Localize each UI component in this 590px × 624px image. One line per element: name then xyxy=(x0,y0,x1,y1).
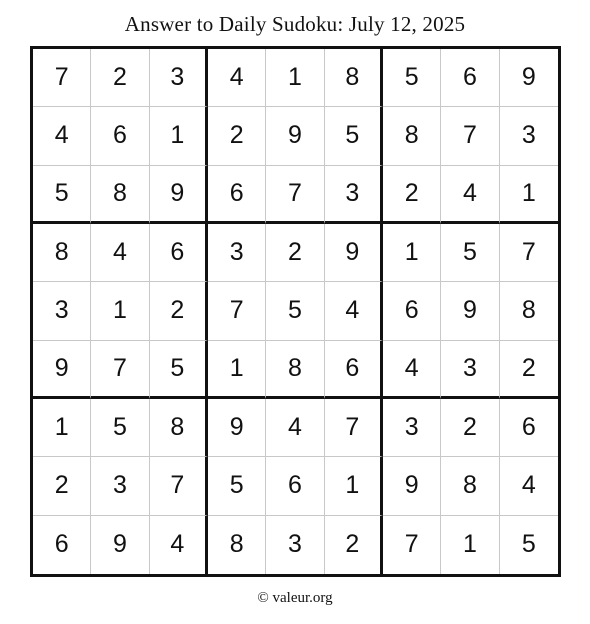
sudoku-cell: 1 xyxy=(383,224,441,282)
sudoku-cell: 3 xyxy=(266,516,324,574)
sudoku-cell: 6 xyxy=(91,107,149,165)
sudoku-cell: 6 xyxy=(383,282,441,340)
sudoku-cell: 1 xyxy=(150,107,208,165)
sudoku-cell: 3 xyxy=(208,224,266,282)
sudoku-cell: 3 xyxy=(150,49,208,107)
sudoku-cell: 1 xyxy=(91,282,149,340)
sudoku-cell: 1 xyxy=(266,49,324,107)
sudoku-cell: 8 xyxy=(150,399,208,457)
sudoku-cell: 6 xyxy=(441,49,499,107)
sudoku-cell: 5 xyxy=(441,224,499,282)
sudoku-cell: 5 xyxy=(521,530,536,559)
sudoku-cell: 3 xyxy=(33,282,91,340)
sudoku-cell: 7 xyxy=(500,224,558,282)
sudoku-cell: 9 xyxy=(325,224,383,282)
sudoku-cell: 9 xyxy=(150,166,208,224)
sudoku-cell: 9 xyxy=(266,107,324,165)
sudoku-cell: 9 xyxy=(441,282,499,340)
sudoku-cell: 2 xyxy=(383,166,441,224)
sudoku-cell: 1 xyxy=(441,516,499,574)
sudoku-cell: 5 xyxy=(33,166,91,224)
sudoku-cell: 8 xyxy=(383,107,441,165)
sudoku-cell: 3 xyxy=(441,341,499,399)
sudoku-cell: 2 xyxy=(91,49,149,107)
sudoku-cell: 6 xyxy=(500,399,558,457)
sudoku-cell: 4 xyxy=(208,49,266,107)
sudoku-cell: 3 xyxy=(325,166,383,224)
sudoku-cell: 2 xyxy=(150,282,208,340)
sudoku-cell: 7 xyxy=(383,516,441,574)
sudoku-cell: 2 xyxy=(441,399,499,457)
sudoku-cell: 9 xyxy=(500,49,558,107)
sudoku-cell: 6 xyxy=(150,224,208,282)
sudoku-cell: 6 xyxy=(33,516,91,574)
sudoku-cell: 5 xyxy=(150,341,208,399)
sudoku-cell: 2 xyxy=(325,516,383,574)
sudoku-cell: 1 xyxy=(33,399,91,457)
sudoku-cell: 6 xyxy=(325,341,383,399)
sudoku-board xyxy=(30,46,561,577)
sudoku-cell: 7 xyxy=(33,49,91,107)
sudoku-cell: 3 xyxy=(91,457,149,515)
sudoku-cell: 8 xyxy=(33,224,91,282)
sudoku-cell: 7 xyxy=(150,457,208,515)
sudoku-cell: 4 xyxy=(441,166,499,224)
sudoku-cell: 3 xyxy=(383,399,441,457)
sudoku-cell: 5 xyxy=(91,399,149,457)
page-title: Answer to Daily Sudoku: July 12, 2025 xyxy=(124,12,466,36)
sudoku-cell: 9 xyxy=(383,457,441,515)
sudoku-cell: 6 xyxy=(208,166,266,224)
sudoku-cell: 8 xyxy=(325,49,383,107)
sudoku-cell: 1 xyxy=(500,166,558,224)
sudoku-cell: 5 xyxy=(266,282,324,340)
sudoku-cell: 8 xyxy=(266,341,324,399)
sudoku-cell: 5 xyxy=(325,107,383,165)
sudoku-cell: 2 xyxy=(500,341,558,399)
sudoku-cell: 3 xyxy=(500,107,558,165)
sudoku-cell: 4 xyxy=(266,399,324,457)
sudoku-cell: 1 xyxy=(208,341,266,399)
sudoku-cell: 5 xyxy=(383,49,441,107)
sudoku-cell: 7 xyxy=(325,399,383,457)
sudoku-cell: 7 xyxy=(266,166,324,224)
sudoku-cell: 8 xyxy=(500,282,558,340)
sudoku-cell: 4 xyxy=(150,516,208,574)
copyright-footer: © valeur.org xyxy=(257,590,333,606)
sudoku-cell: 4 xyxy=(33,107,91,165)
sudoku-cell: 4 xyxy=(500,457,558,515)
sudoku-cell: 9 xyxy=(91,516,149,574)
sudoku-cell: 2 xyxy=(208,107,266,165)
sudoku-cell: 2 xyxy=(33,457,91,515)
sudoku-cell: 8 xyxy=(91,166,149,224)
sudoku-cell: 7 xyxy=(208,282,266,340)
sudoku-cell: 4 xyxy=(325,282,383,340)
sudoku-cell: 9 xyxy=(208,399,266,457)
sudoku-cell: 8 xyxy=(441,457,499,515)
sudoku-cell: 2 xyxy=(266,224,324,282)
sudoku-cell: 5 xyxy=(208,457,266,515)
sudoku-cell: 6 xyxy=(266,457,324,515)
sudoku-cell: 9 xyxy=(33,341,91,399)
sudoku-cell: 8 xyxy=(208,516,266,574)
sudoku-cell: 4 xyxy=(383,341,441,399)
sudoku-cell: 4 xyxy=(91,224,149,282)
sudoku-cell: 7 xyxy=(441,107,499,165)
sudoku-cell: 1 xyxy=(325,457,383,515)
sudoku-cell: 7 xyxy=(91,341,149,399)
